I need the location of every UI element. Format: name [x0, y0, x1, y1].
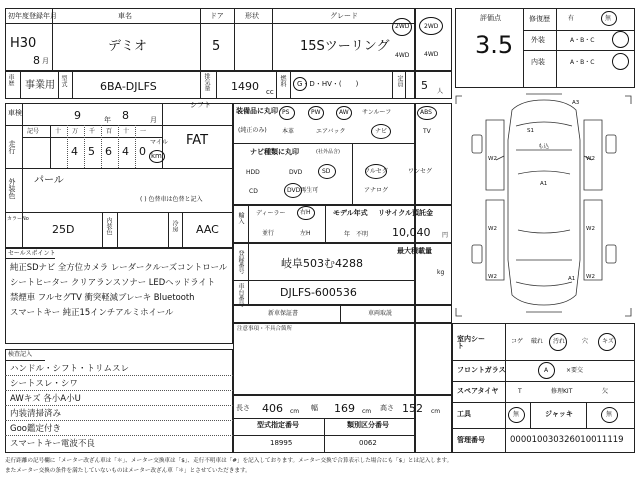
- digit-head-1: 万: [72, 128, 79, 135]
- glass-replace: ×要交: [566, 367, 584, 374]
- note-line-5: スマートキー電波不良: [10, 439, 95, 449]
- fuel-options: G・D・HV・( ): [297, 80, 359, 88]
- jack-value: 無: [606, 411, 613, 418]
- note-line-0: ハンドル・シフト・トリムスレ: [10, 364, 130, 374]
- glass-label: フロントガラス: [457, 366, 506, 374]
- ac-value: AAC: [196, 223, 219, 236]
- shift-value: FAT: [186, 133, 209, 148]
- right-h: 右H: [300, 209, 311, 216]
- sales-line-3: スマートキー 純正15インチアルミホイール: [10, 307, 174, 317]
- first-reg-month-unit: 月: [42, 57, 49, 65]
- class-no-label: 類別区分番号: [347, 421, 389, 429]
- note-line-3: 内装清掃済み: [10, 409, 62, 419]
- drive-4wd-tail: 4WD: [424, 51, 439, 58]
- notes-label: 注意事項・不具合箇所: [237, 326, 293, 332]
- capacity-label: 定員: [396, 75, 403, 87]
- door-label: ドア: [210, 12, 224, 20]
- note-line-1: シートスレ・シワ: [10, 379, 78, 389]
- navi-hdd: HDD: [246, 169, 260, 176]
- sales-line-0: 純正SDナビ 全方位カメラ レーダークルーズコントロール: [10, 262, 228, 272]
- mileage-digit-1: 5: [88, 145, 95, 158]
- chassis-label: 車台番号: [237, 283, 244, 307]
- inspection-label: 車検: [8, 109, 22, 117]
- mileage-digit-3: 4: [122, 145, 129, 158]
- car-diagram: [452, 90, 635, 322]
- seat-stain: 汚れ: [553, 338, 566, 345]
- seat-hole: 穴: [582, 338, 589, 345]
- footer-line-1: 走行距離の記号欄に「メーター改ざん車は「＊」、メーター交換車は「$」、走行不明車は「#」を記入しております。メーター交換で合算表示した場合にも「$」とは記入します。: [5, 458, 453, 464]
- seat-scratch: キズ: [602, 338, 614, 345]
- interior-grade-circle: [612, 53, 629, 70]
- equip-abs-tail: ABS: [420, 109, 432, 116]
- digit-head-0: 十: [55, 128, 62, 135]
- mark-s1: S1: [527, 128, 534, 134]
- km-label: km: [151, 152, 162, 160]
- equipment-sub: (純正のみ): [238, 127, 267, 134]
- first-reg-year: H30: [10, 36, 37, 51]
- category-label: 車歴: [7, 74, 14, 86]
- color-note: ( ) 色替車は色替と記入: [140, 196, 203, 203]
- length-label: 長さ: [236, 404, 250, 412]
- manual-label: 車両取説: [368, 310, 393, 317]
- plate-label: 登録番号: [237, 250, 244, 274]
- tools-value: 無: [513, 411, 520, 418]
- parallel-label: 並行: [262, 230, 275, 237]
- plate-value: 岐阜503む4288: [281, 257, 363, 270]
- equip-airbag: エアバック: [316, 128, 346, 135]
- glass-a: A: [544, 367, 549, 374]
- mileage-digit-2: 6: [105, 145, 112, 158]
- model-year-line: 年 不明: [344, 231, 369, 238]
- score-value: 3.5: [475, 31, 514, 59]
- mark-w2-f: W2: [586, 274, 595, 280]
- width-label: 幅: [311, 404, 318, 412]
- mark-a1-rear: A1: [568, 276, 576, 282]
- mark-a3: A3: [572, 100, 580, 106]
- color-no-value: 25D: [52, 223, 75, 236]
- grade-label: グレード: [330, 12, 358, 20]
- exterior-grade-circle: [612, 31, 629, 48]
- digit-head-4: 十: [123, 128, 130, 135]
- equip-leather: 本革: [282, 128, 295, 135]
- mark-a1-center: A1: [540, 181, 548, 187]
- class-no-value: 0062: [359, 439, 377, 447]
- color-no-label: カラーNo: [7, 216, 29, 222]
- navi-dvd: DVD: [289, 169, 303, 176]
- sales-line-1: シートヒーター クリアランスソナー LEDヘッドライト: [10, 277, 216, 287]
- tools-label: 工具: [457, 410, 471, 418]
- color-value: パール: [34, 175, 64, 186]
- navi-sd: SD: [322, 168, 331, 175]
- inspector-notes-label: 検査記入: [8, 351, 33, 358]
- first-reg-month: 8: [33, 54, 40, 67]
- repair-yes: 有: [568, 15, 575, 22]
- model-value: 6BA-DJLFS: [100, 80, 157, 93]
- mark-w2-b: W2: [488, 226, 497, 232]
- mileage-digit-0: 4: [71, 145, 78, 158]
- tv-analog: アナログ: [364, 187, 389, 194]
- color-label: 外装色: [8, 178, 16, 199]
- type-no-value: 18995: [270, 439, 293, 447]
- warranty-tail: [415, 305, 452, 323]
- mark-w2-c: W2: [586, 156, 595, 162]
- digit-head-5: 一: [140, 128, 147, 135]
- disp-value: 1490: [231, 80, 259, 93]
- interior-color-label: 内装色: [105, 217, 112, 235]
- usage-value: 事業用: [25, 80, 55, 91]
- navi-sub: (社外品含): [316, 149, 340, 155]
- seat-label: 室内シート: [457, 335, 485, 350]
- disp-label: 排気量: [203, 73, 210, 91]
- spare-label: スペアタイヤ: [457, 387, 499, 395]
- mark-w2-a: W2: [488, 156, 497, 162]
- mark-w2-d: W2: [586, 226, 595, 232]
- model-year-label: モデル年式: [333, 209, 368, 217]
- drive-2wd-tail-circle: [419, 17, 443, 35]
- navi-title: ナビ種類に丸印: [250, 148, 299, 156]
- sales-points-label: セールスポイント: [8, 250, 56, 257]
- spare-missing: 欠: [602, 388, 609, 395]
- recycle-value: 10,040: [392, 226, 431, 239]
- mileage-label: 走行: [8, 140, 16, 154]
- door-value: 5: [212, 39, 221, 54]
- navi-cd: CD: [249, 188, 258, 195]
- interior-scale: A・B・C: [570, 59, 595, 66]
- drive-2wd: 2WD: [395, 23, 410, 30]
- note-line-2: AWキズ 各小A小U: [10, 394, 81, 404]
- height-value: 152: [402, 402, 423, 415]
- mileage-note: 記号: [27, 128, 40, 135]
- navi-dvd-play: DVD再生可: [287, 187, 319, 194]
- shape-label: 形状: [245, 12, 259, 20]
- notes-tail: [415, 323, 452, 395]
- equip-pw: PW: [311, 109, 321, 116]
- mile-label: マイル: [150, 139, 168, 146]
- digit-head-3: 百: [106, 128, 113, 135]
- equip-navi: ナビ: [375, 128, 388, 135]
- footer-line-2: またメーター交換の条件を満たしていないものはメーター改ざん車「＊」とさせていただきます。: [5, 468, 251, 474]
- equipment-label: 装備品に丸印: [236, 107, 278, 115]
- spare-t: T: [518, 388, 522, 395]
- import-label: 輸入: [237, 212, 244, 224]
- note-line-4: Goo鑑定付き: [10, 424, 61, 434]
- height-label-tail: 高さ: [380, 404, 394, 412]
- seat-burn: コゲ: [511, 338, 524, 345]
- tv-fullseg: フルセグ: [364, 168, 388, 175]
- new-warranty-label: 新車保証書: [268, 310, 299, 317]
- recycle-label: リサイクル預託金: [378, 209, 434, 217]
- drive-2wd-tail: 2WD: [424, 23, 439, 30]
- height-unit: cm: [431, 408, 441, 415]
- mgmt-label: 管理番号: [457, 436, 485, 444]
- score-label: 評価点: [480, 14, 501, 22]
- left-h: 左H: [300, 230, 311, 237]
- capacity-display: 5: [421, 79, 428, 92]
- repair-no: 無: [605, 15, 612, 22]
- mgmt-value: 000010030326010011119: [510, 435, 624, 445]
- dealer-label: ディーラー: [256, 210, 286, 217]
- equip-ps: PS: [282, 109, 290, 116]
- car-name: デミオ: [108, 39, 148, 54]
- sales-line-2: 禁煙車 フルセグTV 衝突軽減ブレーキ Bluetooth: [10, 292, 195, 302]
- width-unit: cm: [362, 408, 372, 415]
- equip-aw: AW: [339, 109, 349, 116]
- max-load-label: 最大積載量: [397, 247, 432, 255]
- equip-tv-tail: TV: [423, 128, 431, 135]
- repair-label: 修復歴: [529, 15, 550, 23]
- inspection-year-unit: 年: [104, 116, 111, 124]
- max-load-unit: kg: [437, 269, 445, 276]
- ac-label: 冷房: [171, 220, 178, 232]
- drive-4wd: 4WD: [395, 52, 410, 59]
- cc-unit: cc: [266, 88, 274, 96]
- mileage-digit-4: 0: [139, 145, 146, 158]
- exterior-label: 外装: [531, 36, 545, 44]
- inspection-month-unit: 月: [150, 116, 157, 124]
- interior-label: 内装: [531, 58, 545, 66]
- model-label: 型式: [60, 75, 67, 87]
- type-no-label: 型式指定番号: [257, 421, 299, 429]
- width-value: 169: [334, 402, 355, 415]
- length-value: 406: [262, 402, 283, 415]
- spare-kit: 修理KIT: [551, 388, 573, 395]
- recycle-yen: 円: [442, 232, 449, 239]
- exterior-scale: A・B・C: [570, 37, 595, 44]
- tv-oneseg-tail: ワンセグ: [408, 168, 433, 175]
- inspection-month: 8: [122, 109, 129, 122]
- notes-block: [233, 323, 415, 395]
- car-name-label: 車名: [118, 12, 132, 20]
- digit-head-2: 千: [89, 128, 96, 135]
- chassis-value: DJLFS-600536: [280, 286, 357, 299]
- shift-label: シフト: [190, 101, 211, 109]
- first-reg-label: 初年度登録年月: [8, 12, 57, 20]
- jack-label: ジャッキ: [545, 410, 573, 418]
- mark-w2-e: W2: [488, 274, 497, 280]
- grade-value: 15Sツーリング: [300, 39, 390, 54]
- length-unit: cm: [290, 408, 300, 415]
- equip-sunroof: サンルーフ: [362, 109, 392, 116]
- mark-kome: も込: [538, 144, 550, 150]
- capacity-unit: 人: [437, 88, 444, 95]
- fuel-label: 燃料: [279, 75, 286, 87]
- seat-tear: 破れ: [531, 338, 544, 345]
- inspection-year: 9: [74, 109, 81, 122]
